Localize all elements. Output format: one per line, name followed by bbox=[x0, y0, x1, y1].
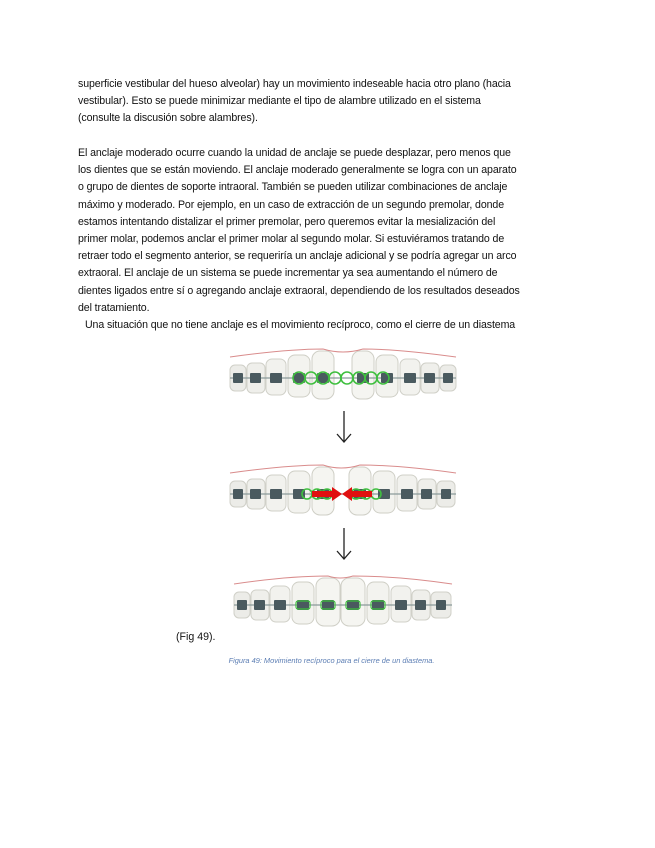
paragraph-alveolar bbox=[78, 76, 578, 128]
text-line: dientes ligados entre sí o agregando anclaje extraoral, dependiendo de los resultados deseados bbox=[78, 284, 520, 297]
tooth-row bbox=[230, 351, 456, 399]
text-line: primer molar, podemos anclar el primer molar al segundo molar. Si estuviéramos tratando de bbox=[78, 233, 505, 246]
figure-reference: (Fig 49). bbox=[176, 631, 216, 643]
teeth-with-reciprocal-force-arrows bbox=[228, 461, 458, 523]
text-line: o grupo de dientes de soporte intraoral. También se pueden utilizar combinaciones de anclaje bbox=[78, 181, 508, 194]
down-arrow-icon bbox=[334, 527, 354, 561]
figure-caption: Figura 49: Movimiento recíproco para el cierre de un diastema. bbox=[228, 656, 435, 665]
teeth-diastema-closed bbox=[228, 572, 458, 634]
teeth-with-diastema-and-elastic-chain bbox=[228, 345, 458, 407]
gum-line bbox=[230, 349, 456, 357]
text-line: Una situación que no tiene anclaje es el movimiento recíproco, como el cierre de un diastema bbox=[85, 319, 516, 332]
text-line: los dientes que se están moviendo. El anclaje moderado generalmente se logra con un aparato bbox=[78, 164, 517, 177]
text-line: retraer todo el segmento anterior, se requeriría un anclaje adicional y se podría agregar un arco bbox=[78, 250, 517, 263]
text-line: máximo y moderado. Por ejemplo, en un caso de extracción de un segundo premolar, donde bbox=[78, 198, 505, 211]
text-line: (consulte la discusión sobre alambres). bbox=[78, 112, 258, 125]
text-line: extraoral. El anclaje de un sistema se puede incrementar ya sea aumentando el número de bbox=[78, 267, 498, 280]
text-line: vestibular). Esto se puede minimizar mediante el tipo de alambre utilizado en el sistema bbox=[78, 95, 481, 108]
gum-line bbox=[230, 465, 456, 473]
text-line: del tratamiento. bbox=[78, 301, 150, 314]
text-line: superficie vestibular del hueso alveolar) hay un movimiento indeseable hacia otro plano (hacia bbox=[78, 78, 511, 90]
down-arrow-icon bbox=[334, 410, 354, 444]
paragraph-moderate-anchorage bbox=[78, 145, 578, 334]
text-line: El anclaje moderado ocurre cuando la unidad de anclaje se puede desplazar, pero menos que bbox=[78, 147, 511, 159]
text-line: estamos intentando distalizar el primer premolar, pero queremos evitar la mesialización del bbox=[78, 215, 496, 228]
